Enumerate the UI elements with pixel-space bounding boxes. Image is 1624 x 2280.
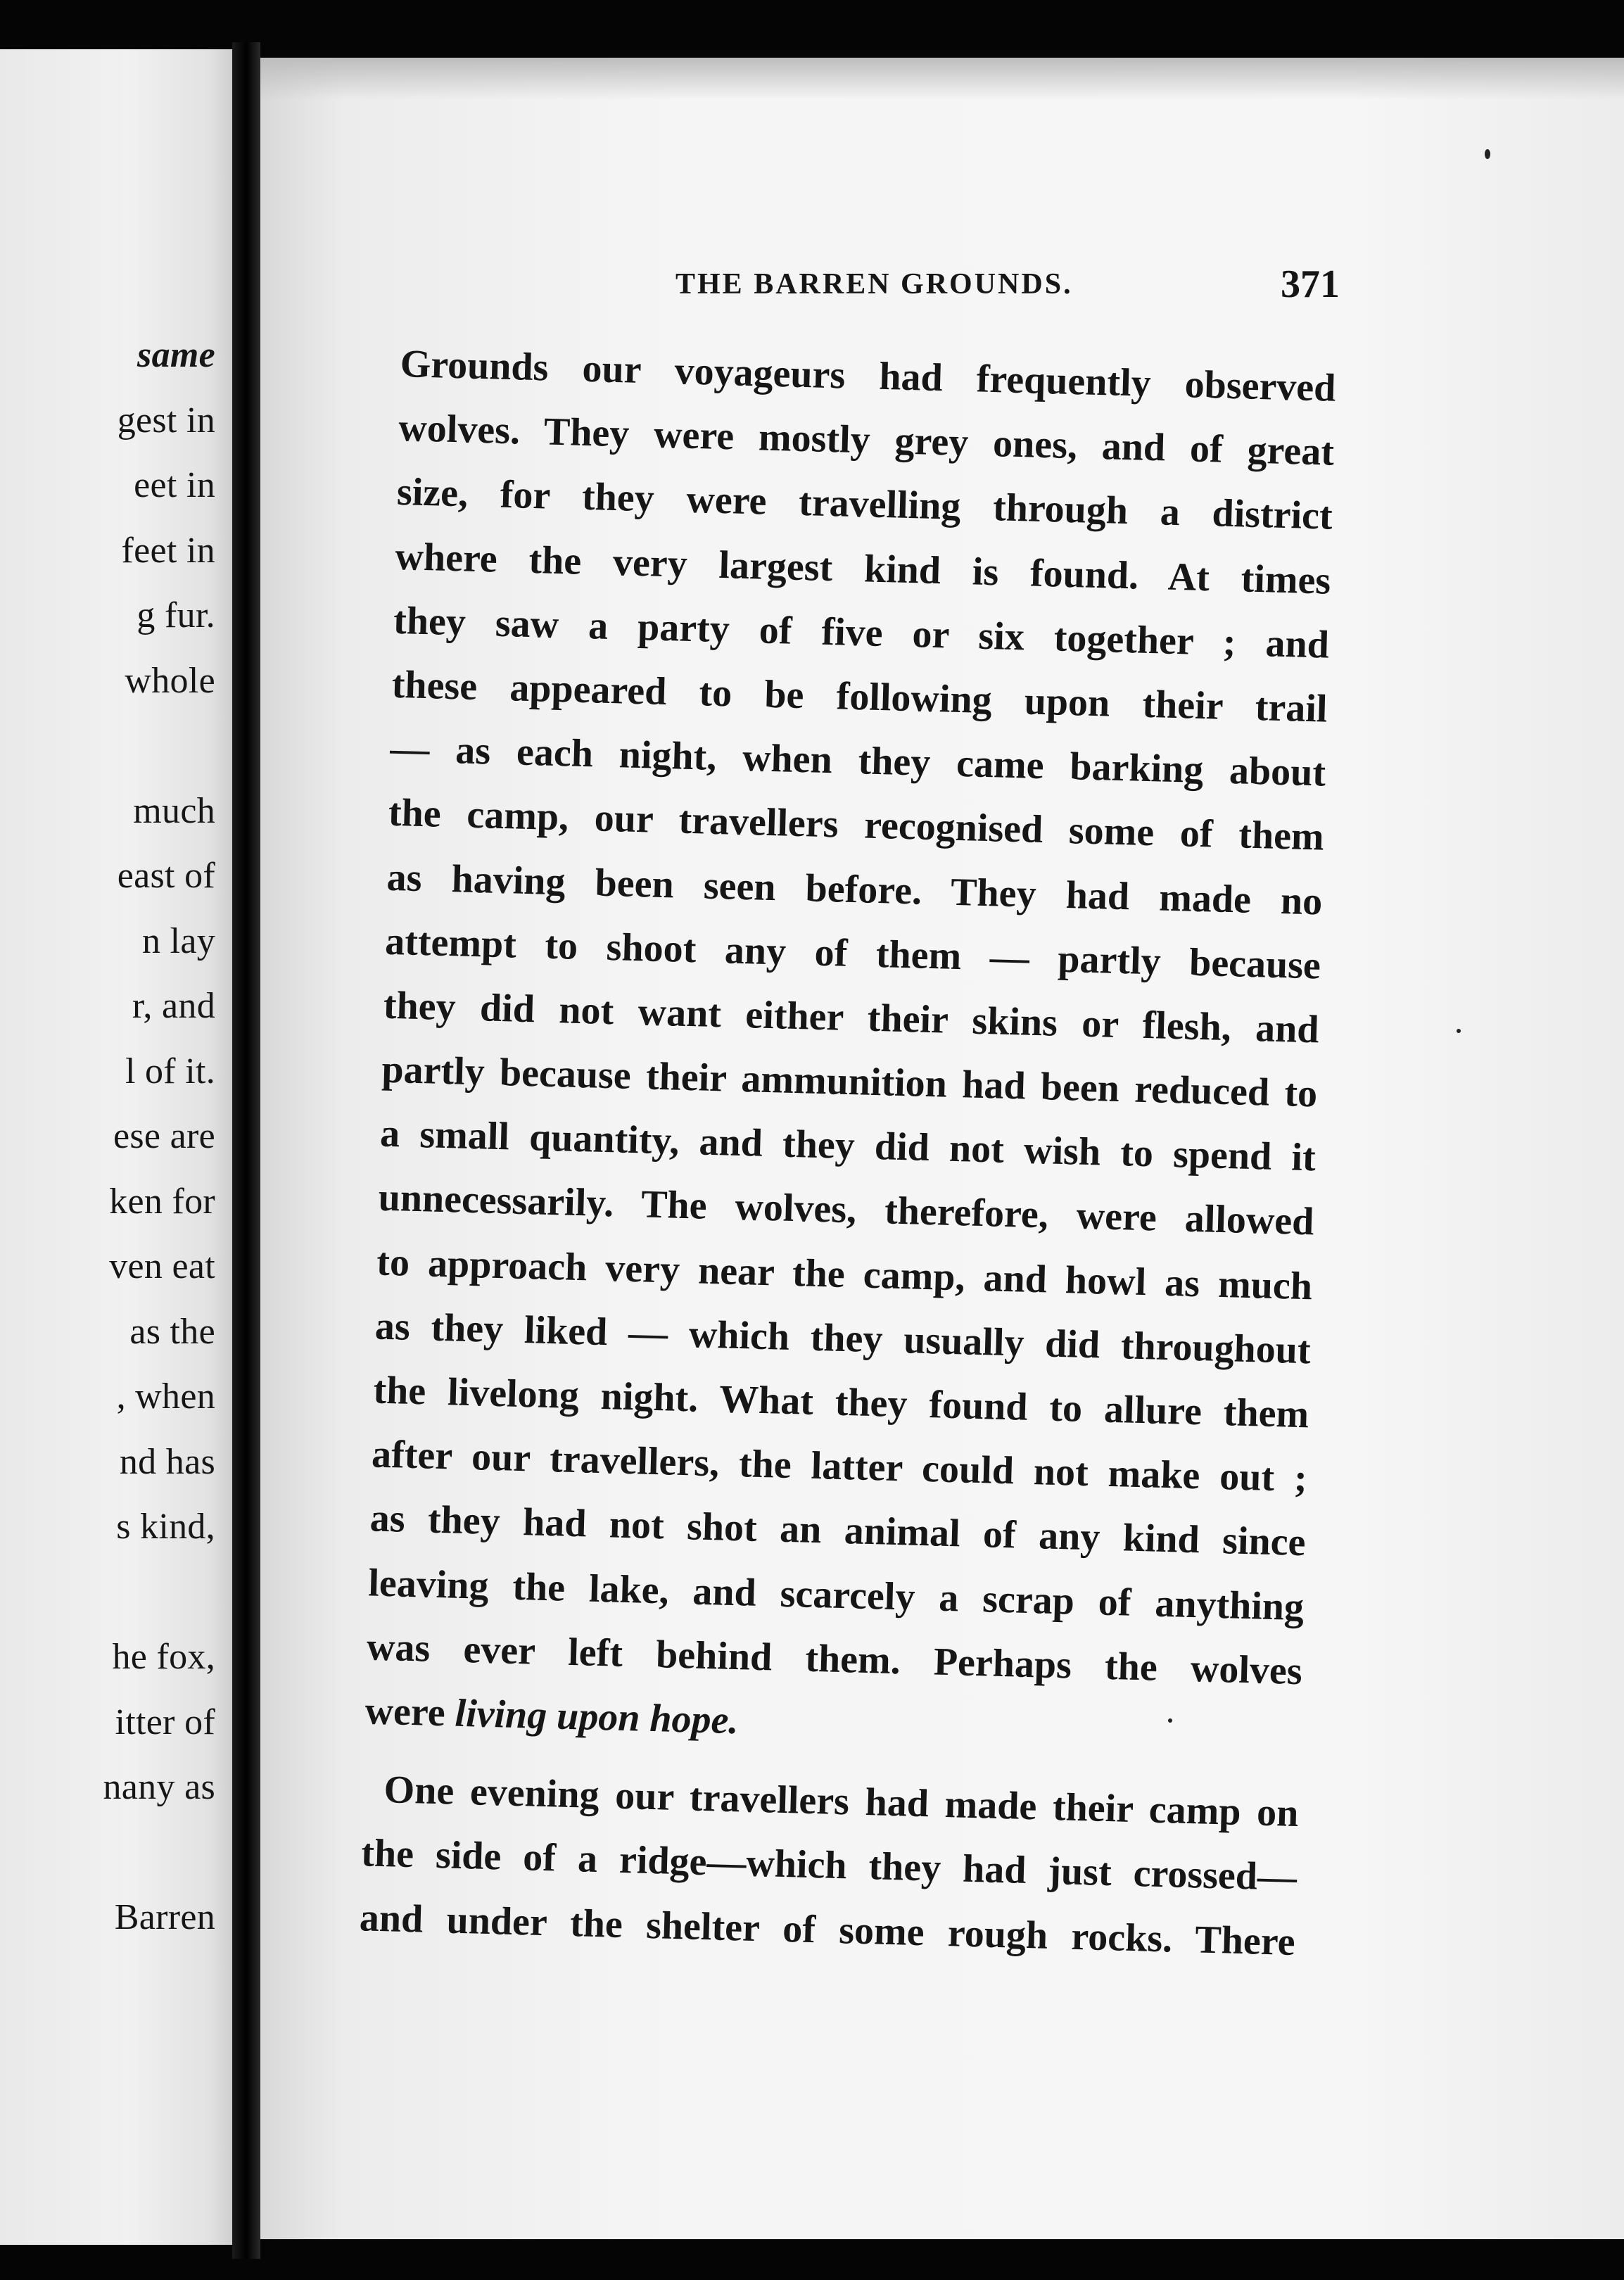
left-page-line: n lay [141, 920, 215, 961]
left-page-line: ese are [113, 1116, 215, 1156]
left-page-line: , when [116, 1376, 215, 1417]
left-page-line: eet in [134, 465, 215, 505]
text-line: as they had not shot an animal of any kind since [369, 1496, 1307, 1565]
left-page-line: gest in [117, 400, 215, 441]
text-line: leaving the lake, and scarcely a scrap of anything [367, 1560, 1305, 1629]
left-page-line: nany as [103, 1767, 215, 1807]
text-line: partly because their ammunition had been reduced to [381, 1047, 1318, 1116]
running-head: THE BARREN GROUNDS. [675, 268, 1073, 300]
left-page-line: l of it. [125, 1051, 215, 1091]
left-page-line: s kind, [116, 1507, 215, 1547]
text-line: as having been seen before. They had made no [386, 855, 1324, 924]
text-line: was ever left behind them. Perhaps the wolves [366, 1625, 1303, 1693]
left-page-line: whole [125, 660, 215, 701]
paragraph-2 [359, 1757, 1574, 1981]
line-prefix: were [364, 1689, 456, 1735]
text-line: the side of a ridge—which they had just crossed— [360, 1831, 1298, 1900]
text-line: where the very largest kind is found. At times [394, 534, 1332, 603]
left-page-line: feet in [121, 530, 215, 571]
ink-speck [1485, 149, 1490, 159]
text-line: they saw a party of five or six together ; and [393, 598, 1330, 667]
left-page-line: east of [117, 856, 215, 896]
text-line: these appeared to be following upon their trail [391, 662, 1328, 731]
text-line: unnecessarily. The wolves, therefore, were allowed [377, 1176, 1315, 1244]
left-page-line: nd has [119, 1441, 215, 1482]
left-page-line: itter of [115, 1702, 215, 1742]
text-line: to approach very near the camp, and howl as much [376, 1240, 1313, 1308]
left-page-line: g fur. [137, 595, 215, 635]
text-line: and under the shelter of some rough rocks. There [359, 1895, 1296, 1964]
ink-speck [1168, 1718, 1172, 1723]
text-line: wolves. They were mostly grey ones, and of great [398, 406, 1335, 474]
left-page-line: ven eat [109, 1246, 215, 1286]
left-page-line: as the [129, 1311, 215, 1352]
page-top-shadow [260, 58, 1624, 100]
text-line: after our travellers, the latter could not make out ; [371, 1432, 1308, 1501]
left-page-line: same [137, 335, 215, 375]
left-page-line: r, and [132, 986, 215, 1026]
page-number: 371 [1281, 262, 1340, 306]
ink-speck [1457, 1029, 1461, 1033]
left-page-line: he fox, [112, 1637, 215, 1677]
text-line: they did not want either their skins or flesh, and [383, 983, 1320, 1052]
text-line: the camp, our travellers recognised some of them [388, 791, 1325, 859]
text-line: Grounds our voyageurs had frequently observed [400, 341, 1337, 410]
italic-phrase: living upon hope. [454, 1691, 740, 1743]
left-page [0, 49, 232, 2245]
paragraph-1 [366, 332, 1611, 1711]
left-page-line: much [133, 790, 215, 831]
text-line: size, for they were travelling through a district [396, 470, 1333, 539]
right-page [260, 58, 1624, 2239]
page-gutter [232, 42, 260, 2259]
text-line: a small quantity, and they did not wish to spend it [379, 1111, 1317, 1180]
body-text [359, 332, 1611, 1982]
text-line: as they liked — which they usually did throughout [374, 1304, 1312, 1373]
left-page-line: Barren [114, 1897, 215, 1937]
text-line: the livelong night. What they found to allure them [372, 1368, 1309, 1437]
text-line: attempt to shoot any of them — partly because [384, 919, 1321, 988]
text-line: One evening our travellers had made their camp on [383, 1768, 1300, 1836]
text-line: — as each night, when they came barking about [389, 726, 1326, 795]
left-page-line: ken for [109, 1181, 215, 1222]
